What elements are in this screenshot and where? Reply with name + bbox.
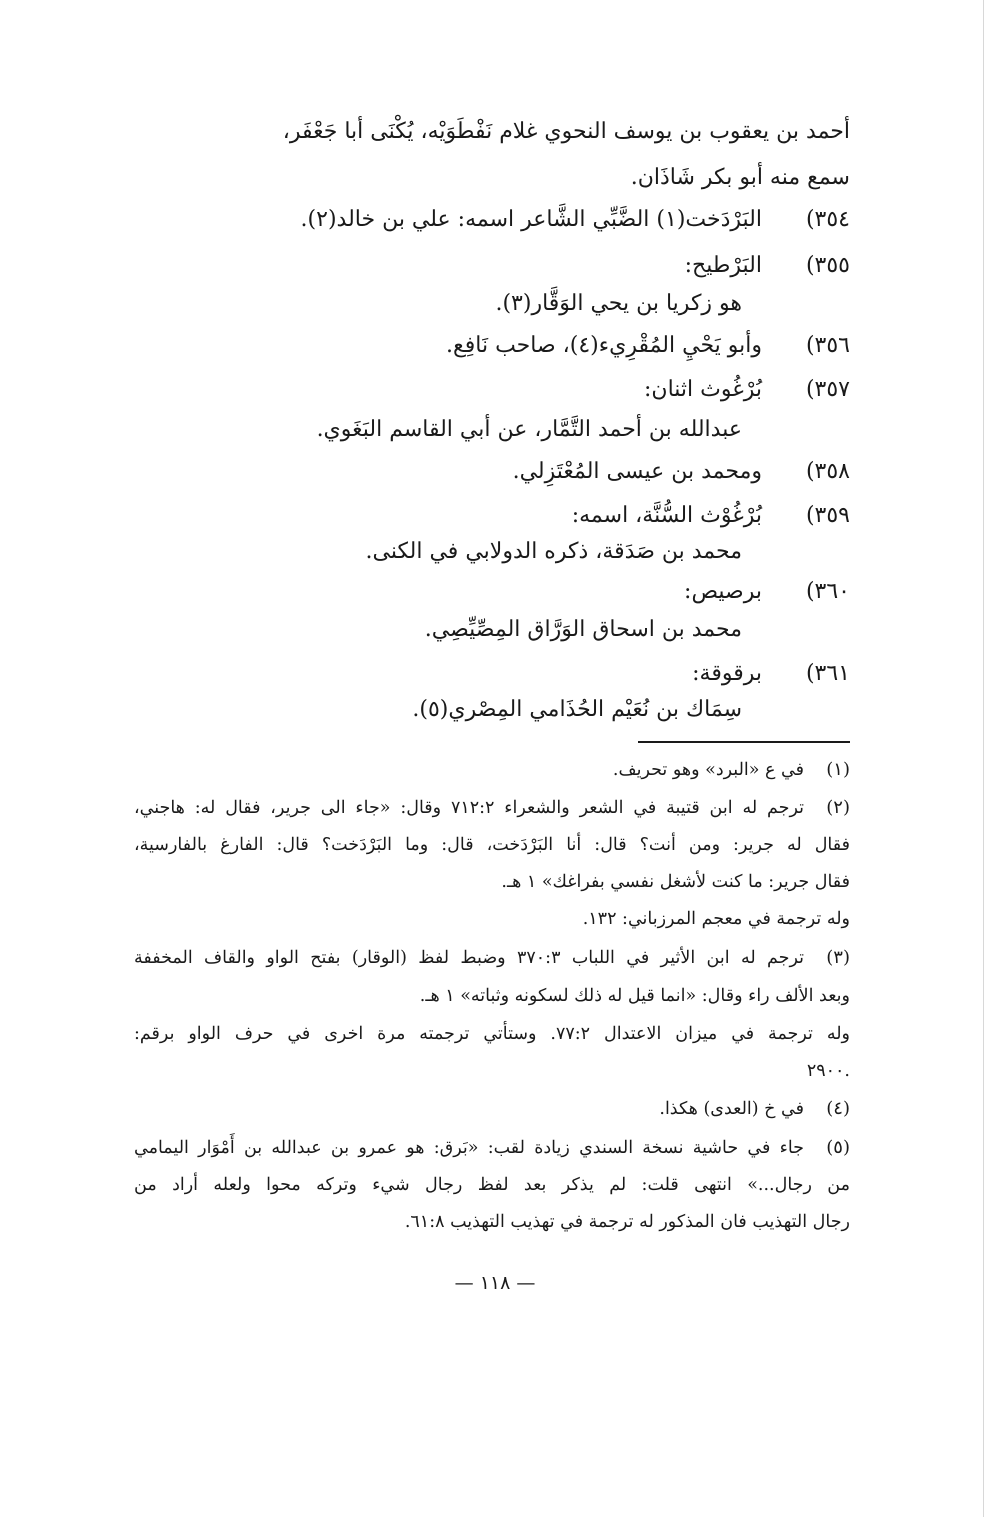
page-number: — ١١٨ — <box>454 1272 536 1294</box>
entry-text: محمد بن صَدَقة، ذكره الدولابي في الكنى. <box>365 539 742 564</box>
entry-text: هو زكريا بن يحي الوَقَّار(٣). <box>495 291 742 316</box>
footnote-number: (٣) <box>826 947 850 968</box>
entry-text: محمد بن اسحاق الوَرَّاق المِصِّيِّصِي. <box>424 617 742 642</box>
footnote-line: رجال التهذيب فان المذكور له ترجمة في تهذيب التهذيب ٦١:٨. <box>404 1212 850 1232</box>
entry-text: بُرْغُوث اثنان: <box>644 377 762 402</box>
footnote-line: في خ (العدى) هكذا. <box>659 1099 804 1119</box>
entry-number: ٣٥٥) <box>805 253 850 278</box>
entry-number: ٣٥٤) <box>805 207 850 232</box>
footnote-line: فقال جرير: ما كنت لأشغل نفسي بفراغك» ١ هـ. <box>501 872 850 892</box>
footnote-line: من رجال...» انتهى قلت: لم يذكر بعد لفظ رجال شيء وتركه محوا ولعله أراد من <box>134 1175 850 1195</box>
intro-line: سمع منه أبو بكر شَاذَان. <box>630 165 850 190</box>
entry-number: ٣٦١) <box>805 661 850 686</box>
entry-text: بُرْغُوْث السُّنَّة، اسمه: <box>571 503 762 528</box>
footnote-number: (٥) <box>826 1137 850 1158</box>
footnote-number: (٤) <box>826 1098 850 1119</box>
intro-line: أحمد بن يعقوب بن يوسف النحوي غلام نَفْطَوَيْه، يُكْنَى أبا جَعْفَر، <box>282 119 850 144</box>
footnote-line: وبعد الألف راء وقال: «انما قيل له ذلك لسكونه وثباته» ١ هـ. <box>419 986 850 1006</box>
page-edge-line <box>983 0 984 1517</box>
entry-number: ٣٦٠) <box>805 579 850 604</box>
footnote-line: وله ترجمة في معجم المرزباني: ١٣٢. <box>582 909 850 929</box>
footnote-separator <box>638 741 850 743</box>
footnote-line: جاء في حاشية نسخة السندي زيادة لقب: «بَرق: هو عمرو بن عبدالله بن أَمْوَار اليمامي <box>134 1138 804 1158</box>
entry-text: برقوقة: <box>692 661 762 686</box>
entry-text: البَرْطيح: <box>684 253 762 278</box>
footnote-line: وله ترجمة في ميزان الاعتدال ٧٧:٢. وستأتي ترجمته مرة اخرى في حرف الواو برقم: <box>134 1024 850 1044</box>
entry-text: برصيص: <box>684 579 762 604</box>
entry-number: ٣٥٨) <box>805 459 850 484</box>
entry-number: ٣٥٦) <box>805 333 850 358</box>
footnote-line: ترجم له ابن الأثير في اللباب ٣٧٠:٣ وضبط لفظ (الوقار) بفتح الواو والقاف المخففة <box>134 948 804 968</box>
entry-number: ٣٥٧) <box>805 377 850 402</box>
footnote-number: (٢) <box>826 797 850 818</box>
entry-text: عبدالله بن أحمد التَّمَّار، عن أبي القاسم البَغَوي. <box>316 417 742 442</box>
entry-text: سِمَاك بن نُعَيْم الحُذَامي المِصْري(٥). <box>412 697 742 722</box>
entry-number: ٣٥٩) <box>805 503 850 528</box>
footnote-number: (١) <box>826 759 850 780</box>
footnote-line: في ع «البرد» وهو تحريف. <box>612 760 804 780</box>
footnote-line: فقال له جرير: ومن أنت؟ قال: أنا البَرْدَخت، قال: وما البَرْدَخت؟ قال: الفارغ بالفارسية، <box>134 835 850 855</box>
footnote-line: .٢٩٠٠ <box>806 1061 850 1081</box>
entry-text: البَرْدَخت(١) الضَّبِّي الشَّاعر اسمه: علي بن خالد(٢). <box>300 207 762 232</box>
entry-text: ومحمد بن عيسى المُعْتَزِلي. <box>512 459 762 484</box>
footnote-line: ترجم له ابن قتيبة في الشعر والشعراء ٧١٢:٢ وقال: «جاء الى جرير، فقال له: هاجني، <box>134 798 805 818</box>
entry-text: وأبو يَحْيِ المُقْرِيء(٤)، صاحب نَافِع. <box>446 333 762 358</box>
